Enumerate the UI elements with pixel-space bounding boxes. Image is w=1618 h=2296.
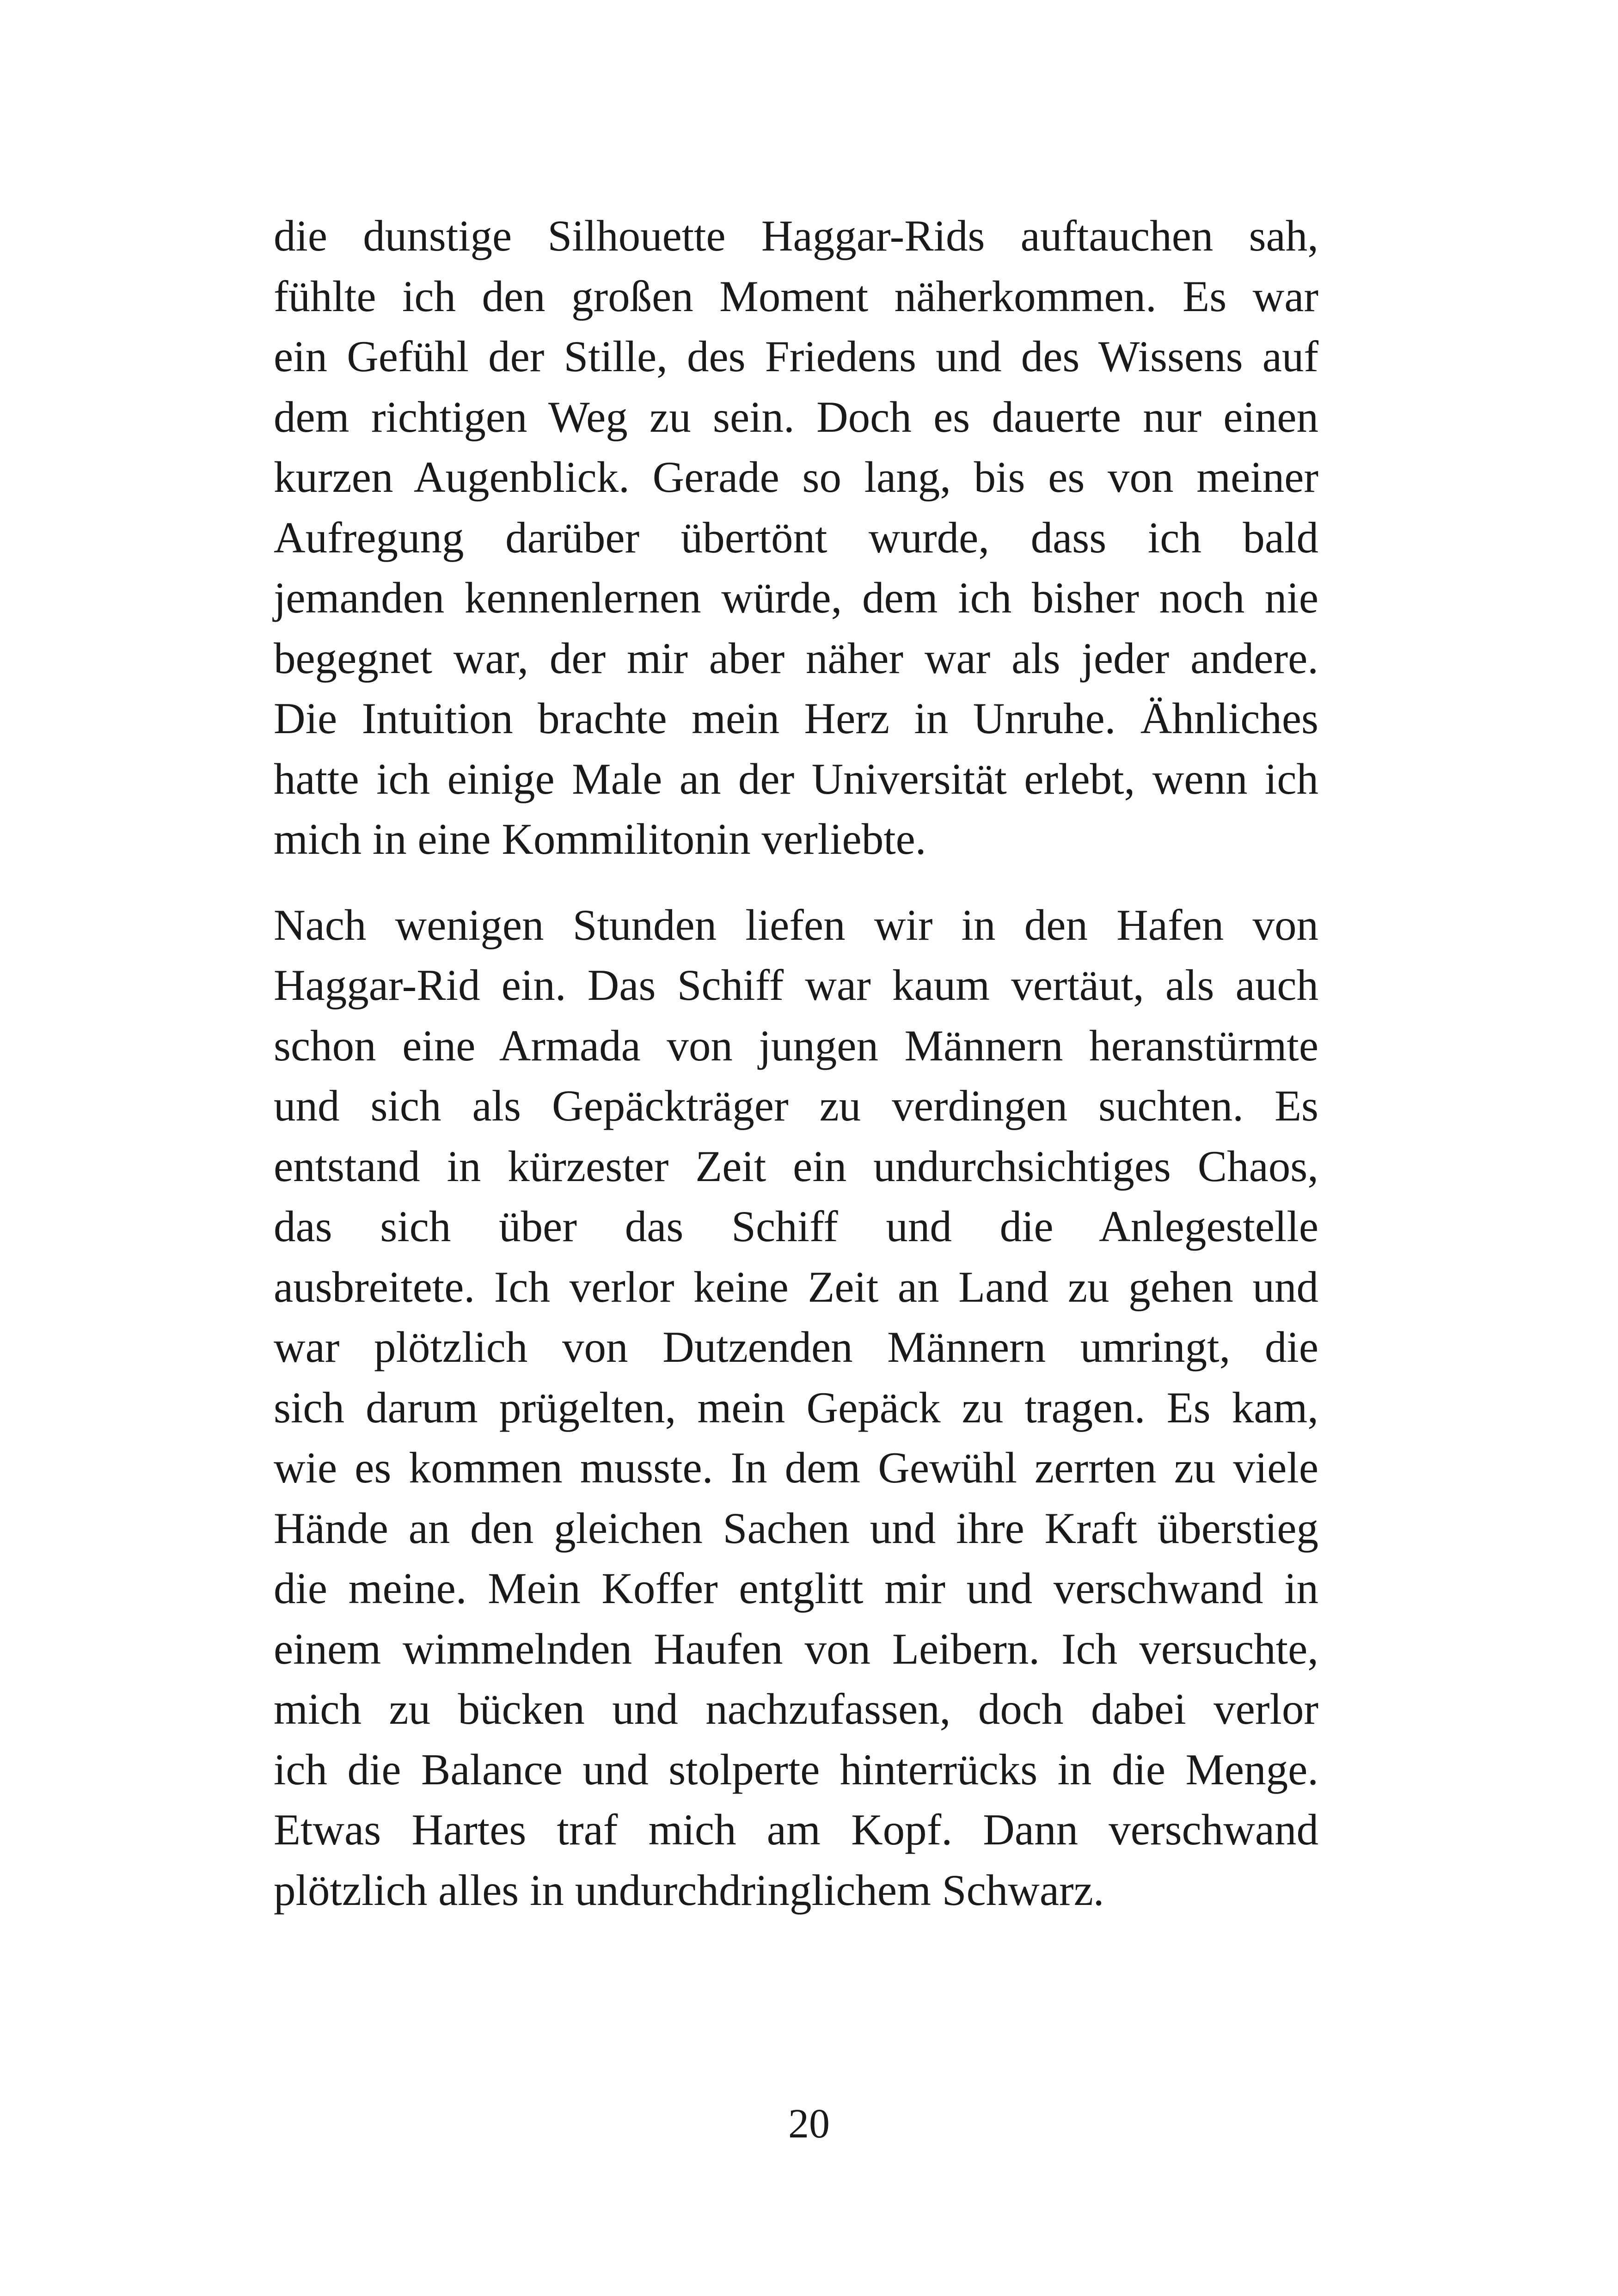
text-line: sich darum prügelten, mein Gepäck zu tragen. Es kam, (274, 1383, 1318, 1432)
body-text (274, 206, 1318, 1920)
text-line: kurzen Augenblick. Gerade so lang, bis es von meiner (274, 453, 1318, 502)
text-line: dem richtigen Weg zu sein. Doch es dauerte nur einen (274, 392, 1318, 441)
paragraph-1 (274, 206, 1318, 869)
text-line: wie es kommen musste. In dem Gewühl zerrten zu viele (274, 1443, 1318, 1492)
text-line: das sich über das Schiff und die Anlegestelle (274, 1202, 1318, 1251)
text-line: plötzlich alles in undurchdringlichem Schwarz. (274, 1865, 1104, 1915)
text-line: fühlte ich den großen Moment näherkommen. Es war (274, 271, 1318, 321)
paragraph-2 (274, 895, 1318, 1921)
text-line: die meine. Mein Koffer entglitt mir und verschwand in (274, 1564, 1318, 1613)
text-line: und sich als Gepäckträger zu verdingen suchten. Es (274, 1081, 1318, 1130)
text-line: mich in eine Kommilitonin verliebte. (274, 814, 926, 863)
text-line: ein Gefühl der Stille, des Friedens und des Wissens auf (274, 332, 1318, 381)
text-line: mich zu bücken und nachzufassen, doch dabei verlor (274, 1684, 1318, 1733)
text-line: war plötzlich von Dutzenden Männern umringt, die (274, 1322, 1318, 1371)
page-number: 20 (788, 2101, 830, 2147)
text-line: jemanden kennenlernen würde, dem ich bisher noch nie (274, 573, 1318, 622)
text-line: ich die Balance und stolperte hinterrücks in die Menge. (274, 1745, 1318, 1794)
text-line: Aufregung darüber übertönt wurde, dass ich bald (274, 513, 1318, 562)
text-line: entstand in kürzester Zeit ein undurchsichtiges Chaos, (274, 1141, 1318, 1191)
text-line: Nach wenigen Stunden liefen wir in den Hafen von (274, 900, 1318, 949)
text-line: ausbreitete. Ich verlor keine Zeit an Land zu gehen und (274, 1262, 1318, 1311)
text-line: schon eine Armada von jungen Männern heranstürmte (274, 1021, 1318, 1070)
text-line: begegnet war, der mir aber näher war als jeder andere. (274, 633, 1318, 683)
text-line: die dunstige Silhouette Haggar-Rids auftauchen sah, (274, 211, 1318, 260)
text-line: Etwas Hartes traf mich am Kopf. Dann verschwand (274, 1805, 1318, 1854)
text-line: einem wimmelnden Haufen von Leibern. Ich versuchte, (274, 1624, 1318, 1673)
text-line: Hände an den gleichen Sachen und ihre Kraft überstieg (274, 1503, 1318, 1553)
text-line: hatte ich einige Male an der Universität erlebt, wenn ich (274, 754, 1318, 803)
text-line: Haggar-Rid ein. Das Schiff war kaum vertäut, als auch (274, 961, 1318, 1010)
text-line: Die Intuition brachte mein Herz in Unruhe. Ähnliches (274, 694, 1318, 743)
